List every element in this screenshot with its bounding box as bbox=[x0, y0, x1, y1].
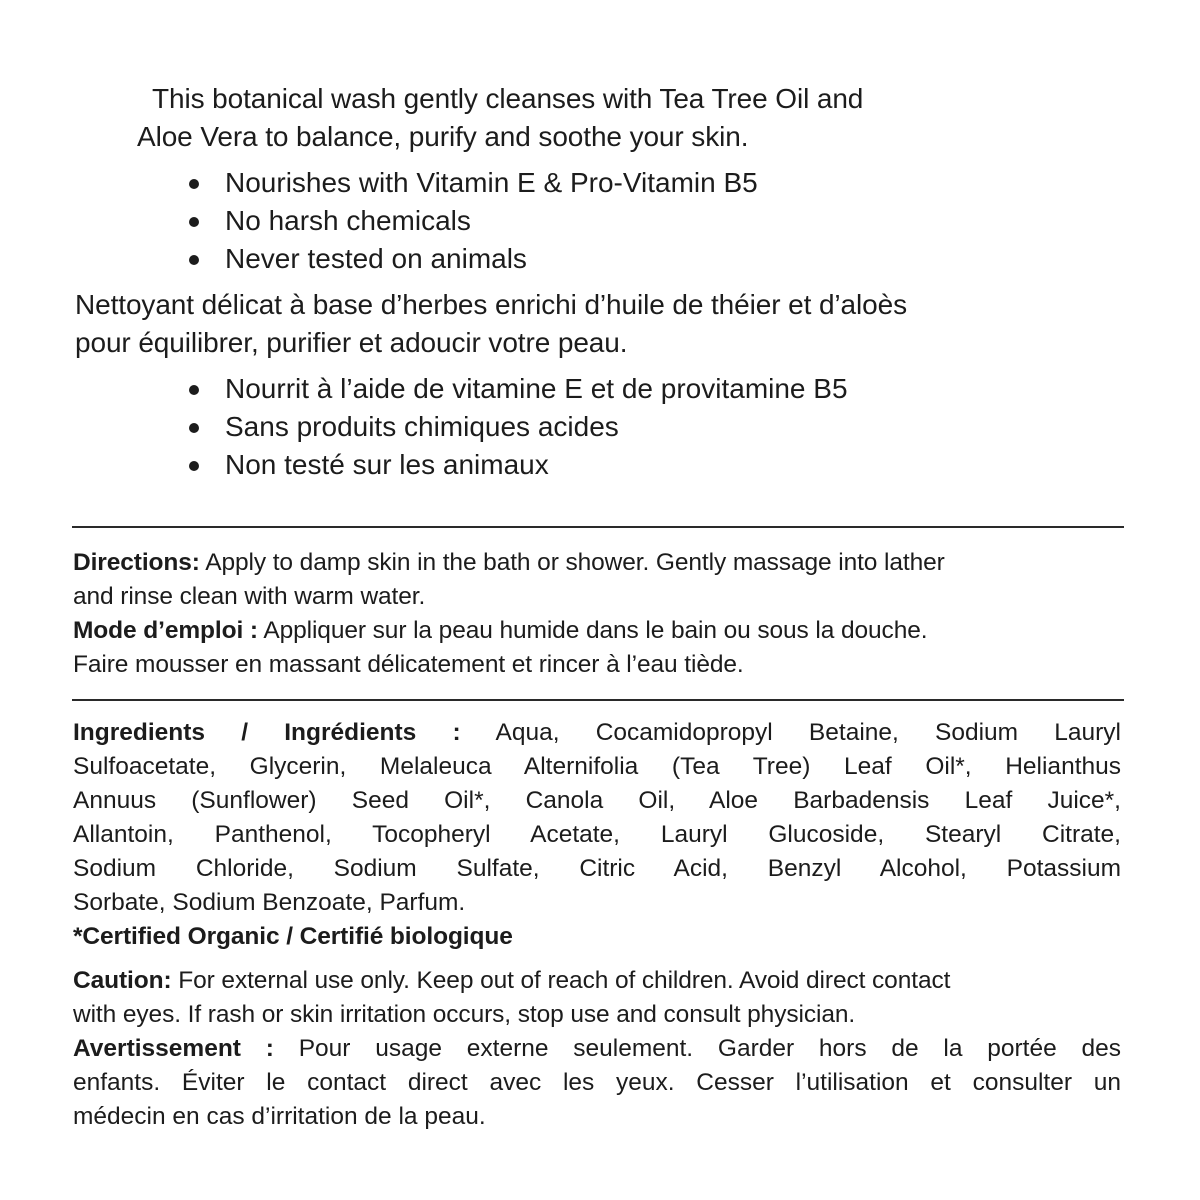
ingredients-block bbox=[73, 716, 1121, 920]
bullet-text: Non testé sur les animaux bbox=[225, 449, 549, 480]
bullet-icon bbox=[189, 423, 199, 433]
ingredients-line: Sorbate, Sodium Benzoate, Parfum. bbox=[73, 889, 466, 916]
caution-fr-line: médecin en cas d’irritation de la peau. bbox=[73, 1103, 486, 1130]
ingredients-line: Annuus (Sunflower) Seed Oil*, Canola Oil, Aloe Barbadensis Leaf Juice*, bbox=[73, 787, 1121, 814]
caution-fr-block bbox=[73, 1032, 1121, 1134]
caution-fr-line: enfants. Éviter le contact direct avec les yeux. Cesser l’utilisation et consulter un bbox=[73, 1069, 1121, 1096]
bullet-text: Nourrit à l’aide de vitamine E et de provitamine B5 bbox=[225, 373, 848, 404]
bullet-icon bbox=[189, 179, 199, 189]
ingredients-footnote: *Certified Organic / Certifié biologique bbox=[73, 923, 513, 950]
intro-en-line-1: This botanical wash gently cleanses with Tea Tree Oil and bbox=[152, 83, 864, 114]
ingredients-label: Ingredients / Ingrédients : bbox=[73, 719, 461, 746]
caution-en-label: Caution: bbox=[73, 967, 172, 994]
intro-fr-line-1: Nettoyant délicat à base d’herbes enrichi d’huile de théier et d’aloès bbox=[75, 289, 907, 320]
directions-fr-line-2: Faire mousser en massant délicatement et rincer à l’eau tiède. bbox=[73, 651, 744, 678]
caution-en-line-2: with eyes. If rash or skin irritation occurs, stop use and consult physician. bbox=[73, 1001, 856, 1028]
caution-en-text-1: For external use only. Keep out of reach of children. Avoid direct contact bbox=[178, 967, 951, 994]
caution-en-line-1 bbox=[73, 964, 950, 998]
intro-fr-line-2: pour équilibrer, purifier et adoucir votre peau. bbox=[75, 327, 628, 358]
directions-en-line-1 bbox=[73, 546, 945, 580]
ingredients-line bbox=[73, 716, 1121, 750]
caution-fr-text: Pour usage externe seulement. Garder hors de la portée des bbox=[298, 1035, 1122, 1062]
directions-en-line-2: and rinse clean with warm water. bbox=[73, 583, 426, 610]
caution-fr-label: Avertissement : bbox=[73, 1035, 274, 1062]
bullet-text: Nourishes with Vitamin E & Pro-Vitamin B5 bbox=[225, 167, 758, 198]
bullet-icon bbox=[189, 217, 199, 227]
bullet-icon bbox=[189, 255, 199, 265]
directions-fr-label: Mode d’emploi : bbox=[73, 617, 258, 644]
directions-fr-text-1: Appliquer sur la peau humide dans le bain ou sous la douche. bbox=[263, 617, 928, 644]
ingredients-line: Sulfoacetate, Glycerin, Melaleuca Alternifolia (Tea Tree) Leaf Oil*, Helianthus bbox=[73, 753, 1121, 780]
bullet-text: No harsh chemicals bbox=[225, 205, 471, 236]
ingredients-line: Sodium Chloride, Sodium Sulfate, Citric Acid, Benzyl Alcohol, Potassium bbox=[73, 855, 1121, 882]
divider bbox=[72, 526, 1124, 528]
intro-en-line-2: Aloe Vera to balance, purify and soothe your skin. bbox=[137, 121, 749, 152]
ingredients-text: Aqua, Cocamidopropyl Betaine, Sodium Lauryl bbox=[495, 719, 1121, 746]
bullet-icon bbox=[189, 461, 199, 471]
bullet-text: Never tested on animals bbox=[225, 243, 527, 274]
bullet-text: Sans produits chimiques acides bbox=[225, 411, 619, 442]
ingredients-line: Allantoin, Panthenol, Tocopheryl Acetate, Lauryl Glucoside, Stearyl Citrate, bbox=[73, 821, 1121, 848]
directions-en-text-1: Apply to damp skin in the bath or shower. Gently massage into lather bbox=[205, 549, 945, 576]
bullet-icon bbox=[189, 385, 199, 395]
directions-en-label: Directions: bbox=[73, 549, 200, 576]
caution-fr-line bbox=[73, 1032, 1121, 1066]
divider bbox=[72, 699, 1124, 701]
directions-fr-line-1 bbox=[73, 614, 927, 648]
